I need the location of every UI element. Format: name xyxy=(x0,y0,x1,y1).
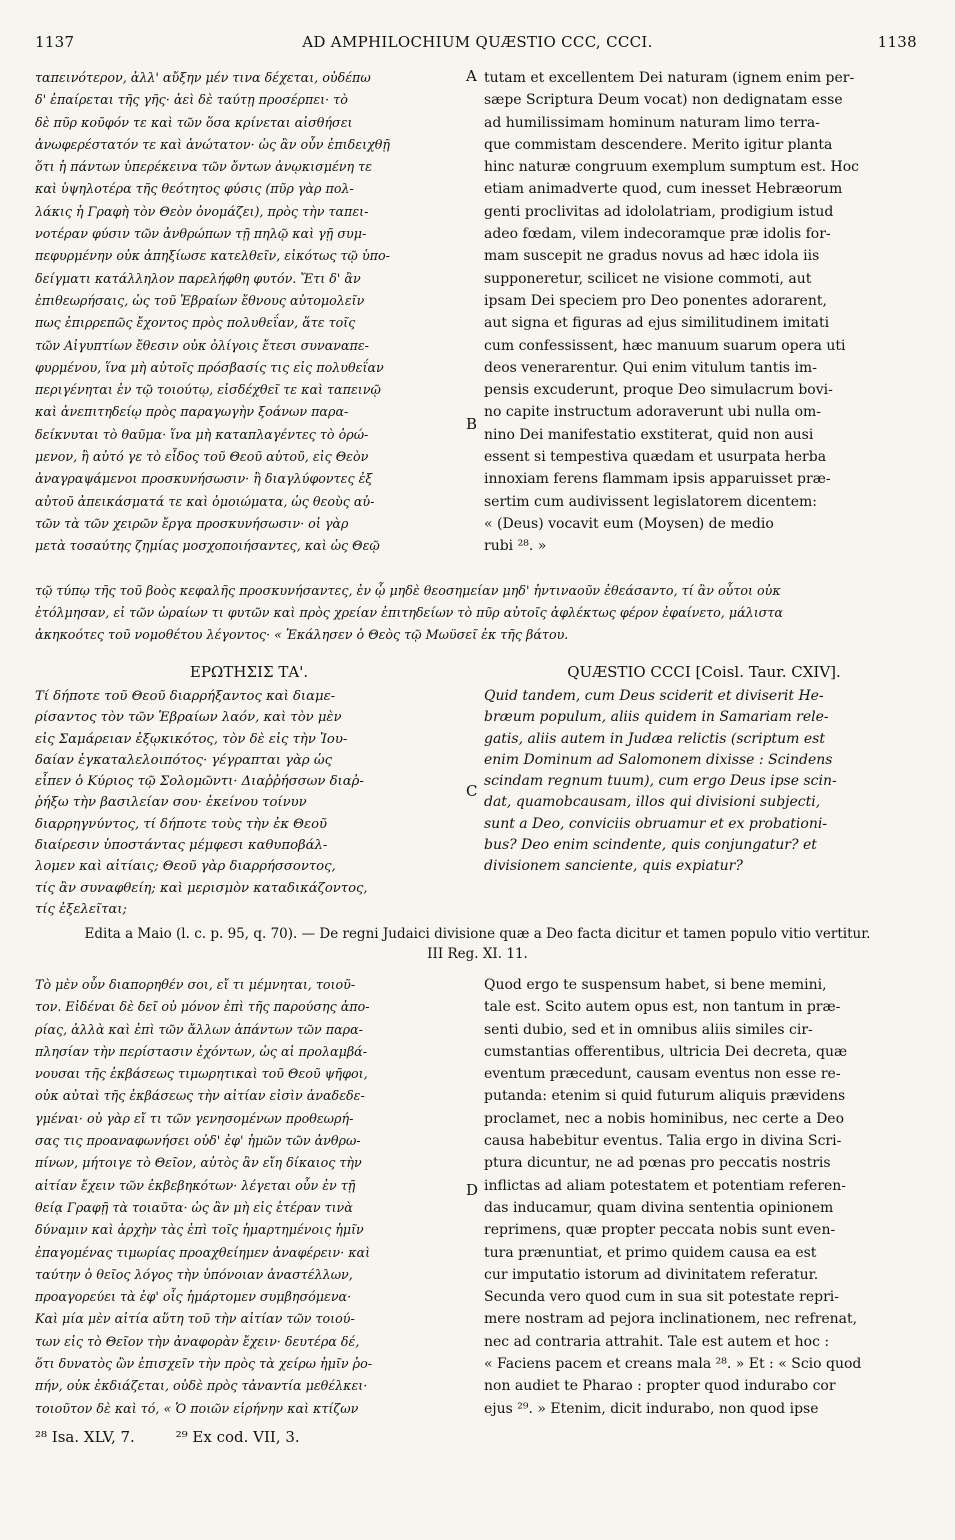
greek-text-line: ἀκηκοότες τοῦ νομοθέτου λέγοντος· « Ἐκάλησεν ὁ Θεὸς τῷ Μωϋσεῖ ἐκ τῆς βάτου. xyxy=(35,627,569,642)
latin-text-line: das inducamur, quam divina sententia opinionem xyxy=(484,1199,834,1216)
latin-text-line: innoxiam ferens flammam ipsis apparuisset præ- xyxy=(484,471,831,488)
top-greek-column xyxy=(35,67,463,558)
latin-text-line: nec ad contraria attrahit. Tale est autem et hoc : xyxy=(484,1333,830,1350)
latin-question-heading: QUÆSTIO CCCI [Coisl. Taur. CXIV]. xyxy=(567,663,841,681)
greek-text-line: τῷ τύπῳ τῆς τοῦ βοὸς κεφαλῆς προσκυνήσαντες, ἐν ᾧ μηδὲ θεοσημείαν μηδ' ἡντιναοῦν ἐθεάσαντο, τί ἂν οὗτοι οὐκ xyxy=(35,583,781,598)
latin-question-line: enim Dominum ad Salomonem dixisse : Scindens xyxy=(484,751,833,768)
latin-text-line: cur imputatio istorum ad divinitatem referatur. xyxy=(484,1266,819,1283)
latin-question-line: bus? Deo enim scindente, quis conjungatur? et xyxy=(484,837,817,854)
latin-question-line: Quid tandem, cum Deus sciderit et diviserit He- xyxy=(484,688,824,704)
greek-text-line: λάκις ἡ Γραφὴ τὸν Θεὸν ὀνομάζει), πρὸς τὴν ταπει- xyxy=(35,203,369,219)
greek-text-line: τῶν τὰ τῶν χειρῶν ἔργα προσκυνήσωσιν· οἱ γὰρ xyxy=(35,515,349,531)
latin-text-line: sertim cum audivissent legislatorem dicentem: xyxy=(484,493,817,510)
latin-text-line: senti dubio, sed et in omnibus aliis similes cir- xyxy=(484,1021,813,1038)
greek-text-line: ἀνωφερέστατόν τε καὶ ἀνώτατον· ὡς ἂν οὖν ἐπιδειχθῇ xyxy=(35,136,391,152)
greek-text-line: καὶ ἀνεπιτηδείῳ πρὸς παραγωγὴν ξοάνων παρα- xyxy=(35,404,349,420)
latin-text-line: mam suscepit ne gradus novus ad hæc idola iis xyxy=(484,248,820,265)
latin-text-line: deos venerarentur. Qui enim vitulum tantis im- xyxy=(484,359,817,376)
latin-text-line: Quod ergo te suspensum habet, si bene memini, xyxy=(484,977,827,993)
latin-question-line: scindam regnum tuum), cum ergo Deus ipse scin- xyxy=(484,773,837,790)
footnote-28: ²⁸ Isa. XLV, 7. xyxy=(35,1428,135,1446)
greek-text-line: πλησίαν τὴν περίστασιν ἐχόντων, ὡς αἱ προλαμβά- xyxy=(35,1043,368,1059)
greek-text-line: πως ἐπιρρεπῶς ἔχοντος πρὸς πολυθεΐαν, ἅτε τοῖς xyxy=(35,315,356,331)
latin-question-line: divisionem sanciente, quis expiatur? xyxy=(484,858,743,875)
greek-text-line: μετὰ τοσαύτης ζημίας μοσχοποιήσαντες, καὶ ὡς Θεῷ xyxy=(35,538,380,554)
greek-text-line: περιγένηται ἐν τῷ τοιούτῳ, εἰσδέχθεῖ τε καὶ ταπεινῷ xyxy=(35,382,381,398)
latin-text-line: cum confessissent, hæc manuum suarum opera uti xyxy=(484,337,846,354)
latin-text-line: tale est. Scito autem opus est, non tantum in præ- xyxy=(484,999,841,1016)
greek-text-line: ἐπαγομένας τιμωρίας προαχθείημεν ἀναφέρειν· καὶ xyxy=(35,1244,371,1260)
greek-text-line: ταπεινότερον, ἀλλ' αὔξην μέν τινα δέχεται, οὐδέπω xyxy=(35,70,371,85)
greek-text-line: φυρμένου, ἵνα μὴ αὐτοῖς πρόσβασίς τις εἰς πολυθεΐαν xyxy=(35,359,384,375)
latin-text-line: supponeretur, scilicet ne visione commoti, aut xyxy=(484,270,812,287)
greek-question-line: διαρρηγνύντος, τί δήποτε τοὺς τὴν ἐκ Θεοῦ xyxy=(35,816,328,832)
greek-question-line: εἶπεν ὁ Κύριος τῷ Σολομῶντι· Διαῤῥήσσων διαῤ- xyxy=(35,774,364,790)
greek-text-line: ἐπιθεωρήσαις, ὡς τοῦ Ἑβραίων ἔθνους αὐτομολεῖν xyxy=(35,292,365,308)
footnote-29: ²⁹ Ex cod. VII, 3. xyxy=(175,1428,300,1446)
greek-question-heading: ΕΡΩΤΗΣΙΣ ΤΑ'. xyxy=(189,663,309,681)
margin-marker-d: D xyxy=(466,1181,479,1199)
greek-text-line: δύναμιν καὶ ἀρχὴν τὰς ἐπὶ τοῖς ἡμαρτημένοις ἡμῖν xyxy=(35,1222,364,1238)
latin-text-line: adeo fœdam, vilem indecoramque præ idolis for- xyxy=(484,226,831,243)
latin-text-line: « (Deus) vocavit eum (Moysen) de medio xyxy=(484,515,774,532)
latin-text-line: ipsam Dei speciem pro Deo ponentes adorarent, xyxy=(484,292,827,309)
latin-question-text xyxy=(484,686,924,878)
answer-greek-column xyxy=(35,974,463,1420)
greek-text-line: μενον, ἢ αὐτό γε τὸ εἶδος τοῦ Θεοῦ αὐτοῦ, εἰς Θεὸν xyxy=(35,449,369,465)
latin-text-line: ejus ²⁹. » Etenim, dicit indurabo, non quod ipse xyxy=(484,1400,819,1417)
greek-question-line: Τί δήποτε τοῦ Θεοῦ διαρρήξαντος καὶ διαμε- xyxy=(35,689,336,704)
edition-note xyxy=(35,924,920,964)
greek-text-line: τοιοῦτον δὲ καὶ τό, « Ὁ ποιῶν εἰρήνην καὶ κτίζων xyxy=(35,1400,359,1416)
greek-question-line: δαίαν ἐγκαταλελοιπότος· γέγραπται γὰρ ὡς xyxy=(35,752,332,768)
answer-latin-column xyxy=(484,974,924,1420)
latin-text-line: genti proclivitas ad idololatriam, prodigium istud xyxy=(484,203,834,220)
margin-marker-b: B xyxy=(466,415,478,433)
full-width-greek-lines xyxy=(35,580,920,646)
footnotes xyxy=(35,1428,336,1446)
latin-text-line: rubi ²⁸. » xyxy=(484,538,547,555)
latin-question-line: dat, quamobcausam, illos qui divisioni subjecti, xyxy=(484,794,821,811)
latin-text-line: nino Dei manifestatio exstiterat, quid non ausi xyxy=(484,426,814,443)
greek-text-line: δείγματι κατάλληλον παρελήφθη φυτόν. Ἔτι δ' ἂν xyxy=(35,270,361,286)
greek-text-line: τῶν Αἰγυπτίων ἔθεσιν οὐκ ὀλίγοις ἔτεσι συναναπε- xyxy=(35,337,369,353)
greek-text-line: ὅτι δυνατὸς ὢν ἐπισχεῖν τὴν πρὸς τὰ χείρω ἡμῖν ῥο- xyxy=(35,1356,373,1372)
latin-text-line: sæpe Scriptura Deum vocat) non dedignatam esse xyxy=(484,92,843,109)
latin-text-line: ptura dicuntur, ne ad pœnas pro peccatis nostris xyxy=(484,1155,831,1172)
edition-reference: III Reg. XI. 11. xyxy=(427,946,528,962)
greek-question-line: ῥήξω τὴν βασιλείαν σου· ἐκείνου τοίνυν xyxy=(35,795,307,811)
right-page-number: 1138 xyxy=(877,33,917,51)
greek-text-line: πίνων, μήτοιγε τὸ Θεῖον, αὐτὸς ἂν εἴη δίκαιος τὴν xyxy=(35,1155,362,1171)
greek-text-line: γμέναι· οὐ γὰρ εἴ τι τῶν γενησομένων προθεωρή- xyxy=(35,1110,354,1126)
latin-text-line: tura prænuntiat, et primo quidem causa ea est xyxy=(484,1244,817,1261)
greek-text-line: δ' ἐπαίρεται τῆς γῆς· ἀεὶ δὲ ταύτῃ προσέρπει· τὸ xyxy=(35,92,348,108)
latin-question-line: bræum populum, aliis quidem in Samariam rele- xyxy=(484,709,829,726)
greek-text-line: Τὸ μὲν οὖν διαπορηθέν σοι, εἴ τι μέμνηται, τοιοῦ- xyxy=(35,977,356,992)
greek-question-line: λομεν καὶ αἰτίαις; Θεοῦ γὰρ διαρρήσσοντος, xyxy=(35,859,336,875)
greek-question-line: ρίσαντος τὸν τῶν Ἑβραίων λαόν, καὶ τὸν μὲν xyxy=(35,710,342,726)
greek-text-line: πεφυρμένην οὐκ ἀπηξίωσε κατελθεῖν, εἰκότως τῷ ὑπο- xyxy=(35,248,390,264)
greek-text-line: ἐτόλμησαν, εἰ τῶν ὡραίων τι φυτῶν καὶ πρὸς χρείαν ἐπιτηδείων τὸ πῦρ αὐτοῖς ἀφλέκτως φέρον ἐφαίνετο, μάλιστα xyxy=(35,605,783,620)
latin-text-line: tutam et excellentem Dei naturam (ignem enim per- xyxy=(484,70,855,86)
latin-question-line: gatis, aliis autem in Judæa relictis (scriptum est xyxy=(484,730,825,747)
latin-text-line: pensis excuderunt, proque Deo simulacrum bovi- xyxy=(484,382,833,399)
greek-text-line: αἰτίαν ἔχειν τῶν ἐκβεβηκότων· λέγεται οὖν ἐν τῇ xyxy=(35,1177,356,1193)
greek-question-line: διαίρεσιν ὑποστάντας μέμφεσι καθυποβάλ- xyxy=(35,838,328,854)
latin-text-line: essent si tempestiva quædam et usurpata herba xyxy=(484,449,827,466)
latin-text-line: proclamet, nec a nobis hominibus, nec certe a Deo xyxy=(484,1110,845,1127)
latin-text-line: aut signa et figuras ad ejus similitudinem imitati xyxy=(484,315,830,332)
greek-text-line: ταύτην ὁ θεῖος λόγος τὴν ὑπόνοιαν ἀναστέλλων, xyxy=(35,1266,353,1282)
greek-text-line: Καὶ μία μὲν αἰτία αὕτη τοῦ τὴν αἰτίαν τῶν τοιού- xyxy=(35,1311,355,1327)
greek-text-line: καὶ ὑψηλοτέρα τῆς θεότητος φύσις (πῦρ γὰρ πολ- xyxy=(35,181,354,197)
latin-text-line: putanda: etenim si quid futurum aliquis prævidens xyxy=(484,1088,846,1105)
latin-text-line: non audiet te Pharao : propter quod indurabo cor xyxy=(484,1378,836,1395)
latin-text-line: mere nostram ad pejora inclinationem, nec refrenat, xyxy=(484,1311,858,1328)
edition-note-line: Edita a Maio (l. c. p. 95, q. 70). — De regni Judaici divisione quæ a Deo facta dicitur et tamen populo vitio vertitur. xyxy=(84,926,871,942)
greek-question-line: τίς ἂν συναφθείη; καὶ μερισμὸν καταδικάζοντος, xyxy=(35,880,368,896)
latin-text-line: cumstantias offerentibus, ultricia Dei decreta, quæ xyxy=(484,1043,848,1060)
latin-text-line: hinc naturæ congruum exemplum sumptum est. Hoc xyxy=(484,159,860,176)
margin-marker-a: A xyxy=(466,67,477,85)
latin-text-line: que commistam descendere. Merito igitur planta xyxy=(484,136,833,153)
greek-question-line: τίς ἐξελεῖται; xyxy=(35,901,127,917)
greek-question-text xyxy=(35,686,463,920)
latin-text-line: « Faciens pacem et creans mala ²⁸. » Et : « Scio quod xyxy=(484,1356,862,1373)
greek-text-line: θείᾳ Γραφῇ τὰ τοιαῦτα· ὡς ἂν μὴ εἰς ἑτέραν τινὰ xyxy=(35,1199,353,1215)
latin-text-line: Secunda vero quod cum in sua sit potestate repri- xyxy=(484,1289,840,1306)
top-latin-column xyxy=(484,67,924,558)
greek-text-line: αὐτοῦ ἀπεικάσματά τε καὶ ὁμοιώματα, ὡς θεοὺς αὐ- xyxy=(35,493,375,509)
greek-text-line: σας τις προαναφωνήσει οὐδ' ἐφ' ἡμῶν τῶν ἀνθρω- xyxy=(35,1133,361,1149)
greek-text-line: δὲ πῦρ κοῦφόν τε καὶ τῶν ὅσα κρίνεται αἰσθήσει xyxy=(35,114,353,130)
greek-text-line: δείκνυται τὸ θαῦμα· ἵνα μὴ καταπλαγέντες τὸ ὁρώ- xyxy=(35,426,369,442)
latin-text-line: causa habebitur eventus. Talia ergo in divina Scri- xyxy=(484,1133,842,1150)
greek-text-line: ρίας, ἀλλὰ καὶ ἐπὶ τῶν ἄλλων ἁπάντων τῶν παρα- xyxy=(35,1021,363,1037)
latin-question-line: sunt a Deo, conviciis obruamur et ex probationi- xyxy=(484,815,828,832)
greek-text-line: οὐκ αὐταὶ τῆς ἐκβάσεως τὴν αἰτίαν εἰσὶν ἀναδεδε- xyxy=(35,1088,365,1104)
left-page-number: 1137 xyxy=(35,33,75,51)
latin-text-line: eventum præcedunt, causam eventus non esse re- xyxy=(484,1066,841,1083)
greek-question-line: εἰς Σαμάρειαν ἐξῳκικότος, τὸν δὲ εἰς τὴν Ἰου- xyxy=(35,731,348,747)
running-title: AD AMPHILOCHIUM QUÆSTIO CCC, CCCI. xyxy=(302,33,653,51)
greek-text-line: ὅτι ἡ πάντων ὑπερέκεινα τῶν ὄντων ἀνῳκισμένη τε xyxy=(35,159,372,175)
greek-text-line: των εἰς τὸ Θεῖον τὴν ἀναφορὰν ἔχειν· δευτέρα δέ, xyxy=(35,1333,360,1349)
latin-text-line: reprimens, quæ propter peccata nobis sunt even- xyxy=(484,1222,836,1239)
greek-text-line: ἀναγραψάμενοι προσκυνήσωσιν· ἢ διαγλύφοντες ἐξ xyxy=(35,471,373,487)
greek-text-line: νοτέραν φύσιν τῶν ἀνθρώπων τῇ πηλῷ καὶ γῇ συμ- xyxy=(35,226,367,242)
latin-text-line: inflictas ad aliam potestatem et potentiam referen- xyxy=(484,1177,847,1194)
latin-text-line: etiam animadverte quod, cum inesset Hebræorum xyxy=(484,181,843,198)
greek-text-line: πήν, οὐκ ἐκδιάζεται, οὐδὲ πρὸς τἀναντία μεθέλκει· xyxy=(35,1378,368,1394)
greek-text-line: νουσαι τῆς ἐκβάσεως τιμωρητικαὶ τοῦ Θεοῦ ψῆφοι, xyxy=(35,1066,368,1082)
latin-text-line: no capite instructum adoraverunt ubi nulla om- xyxy=(484,404,822,421)
latin-text-line: ad humilissimam hominum naturam limo terra- xyxy=(484,114,820,131)
margin-marker-c: C xyxy=(466,782,478,800)
greek-text-line: προαγορεύει τὰ ἐφ' οἷς ἡμάρτομεν συμβησόμενα· xyxy=(35,1289,352,1305)
greek-text-line: τον. Εἰδέναι δὲ δεῖ οὐ μόνον ἐπὶ τῆς παρούσης ἀπο- xyxy=(35,999,370,1015)
